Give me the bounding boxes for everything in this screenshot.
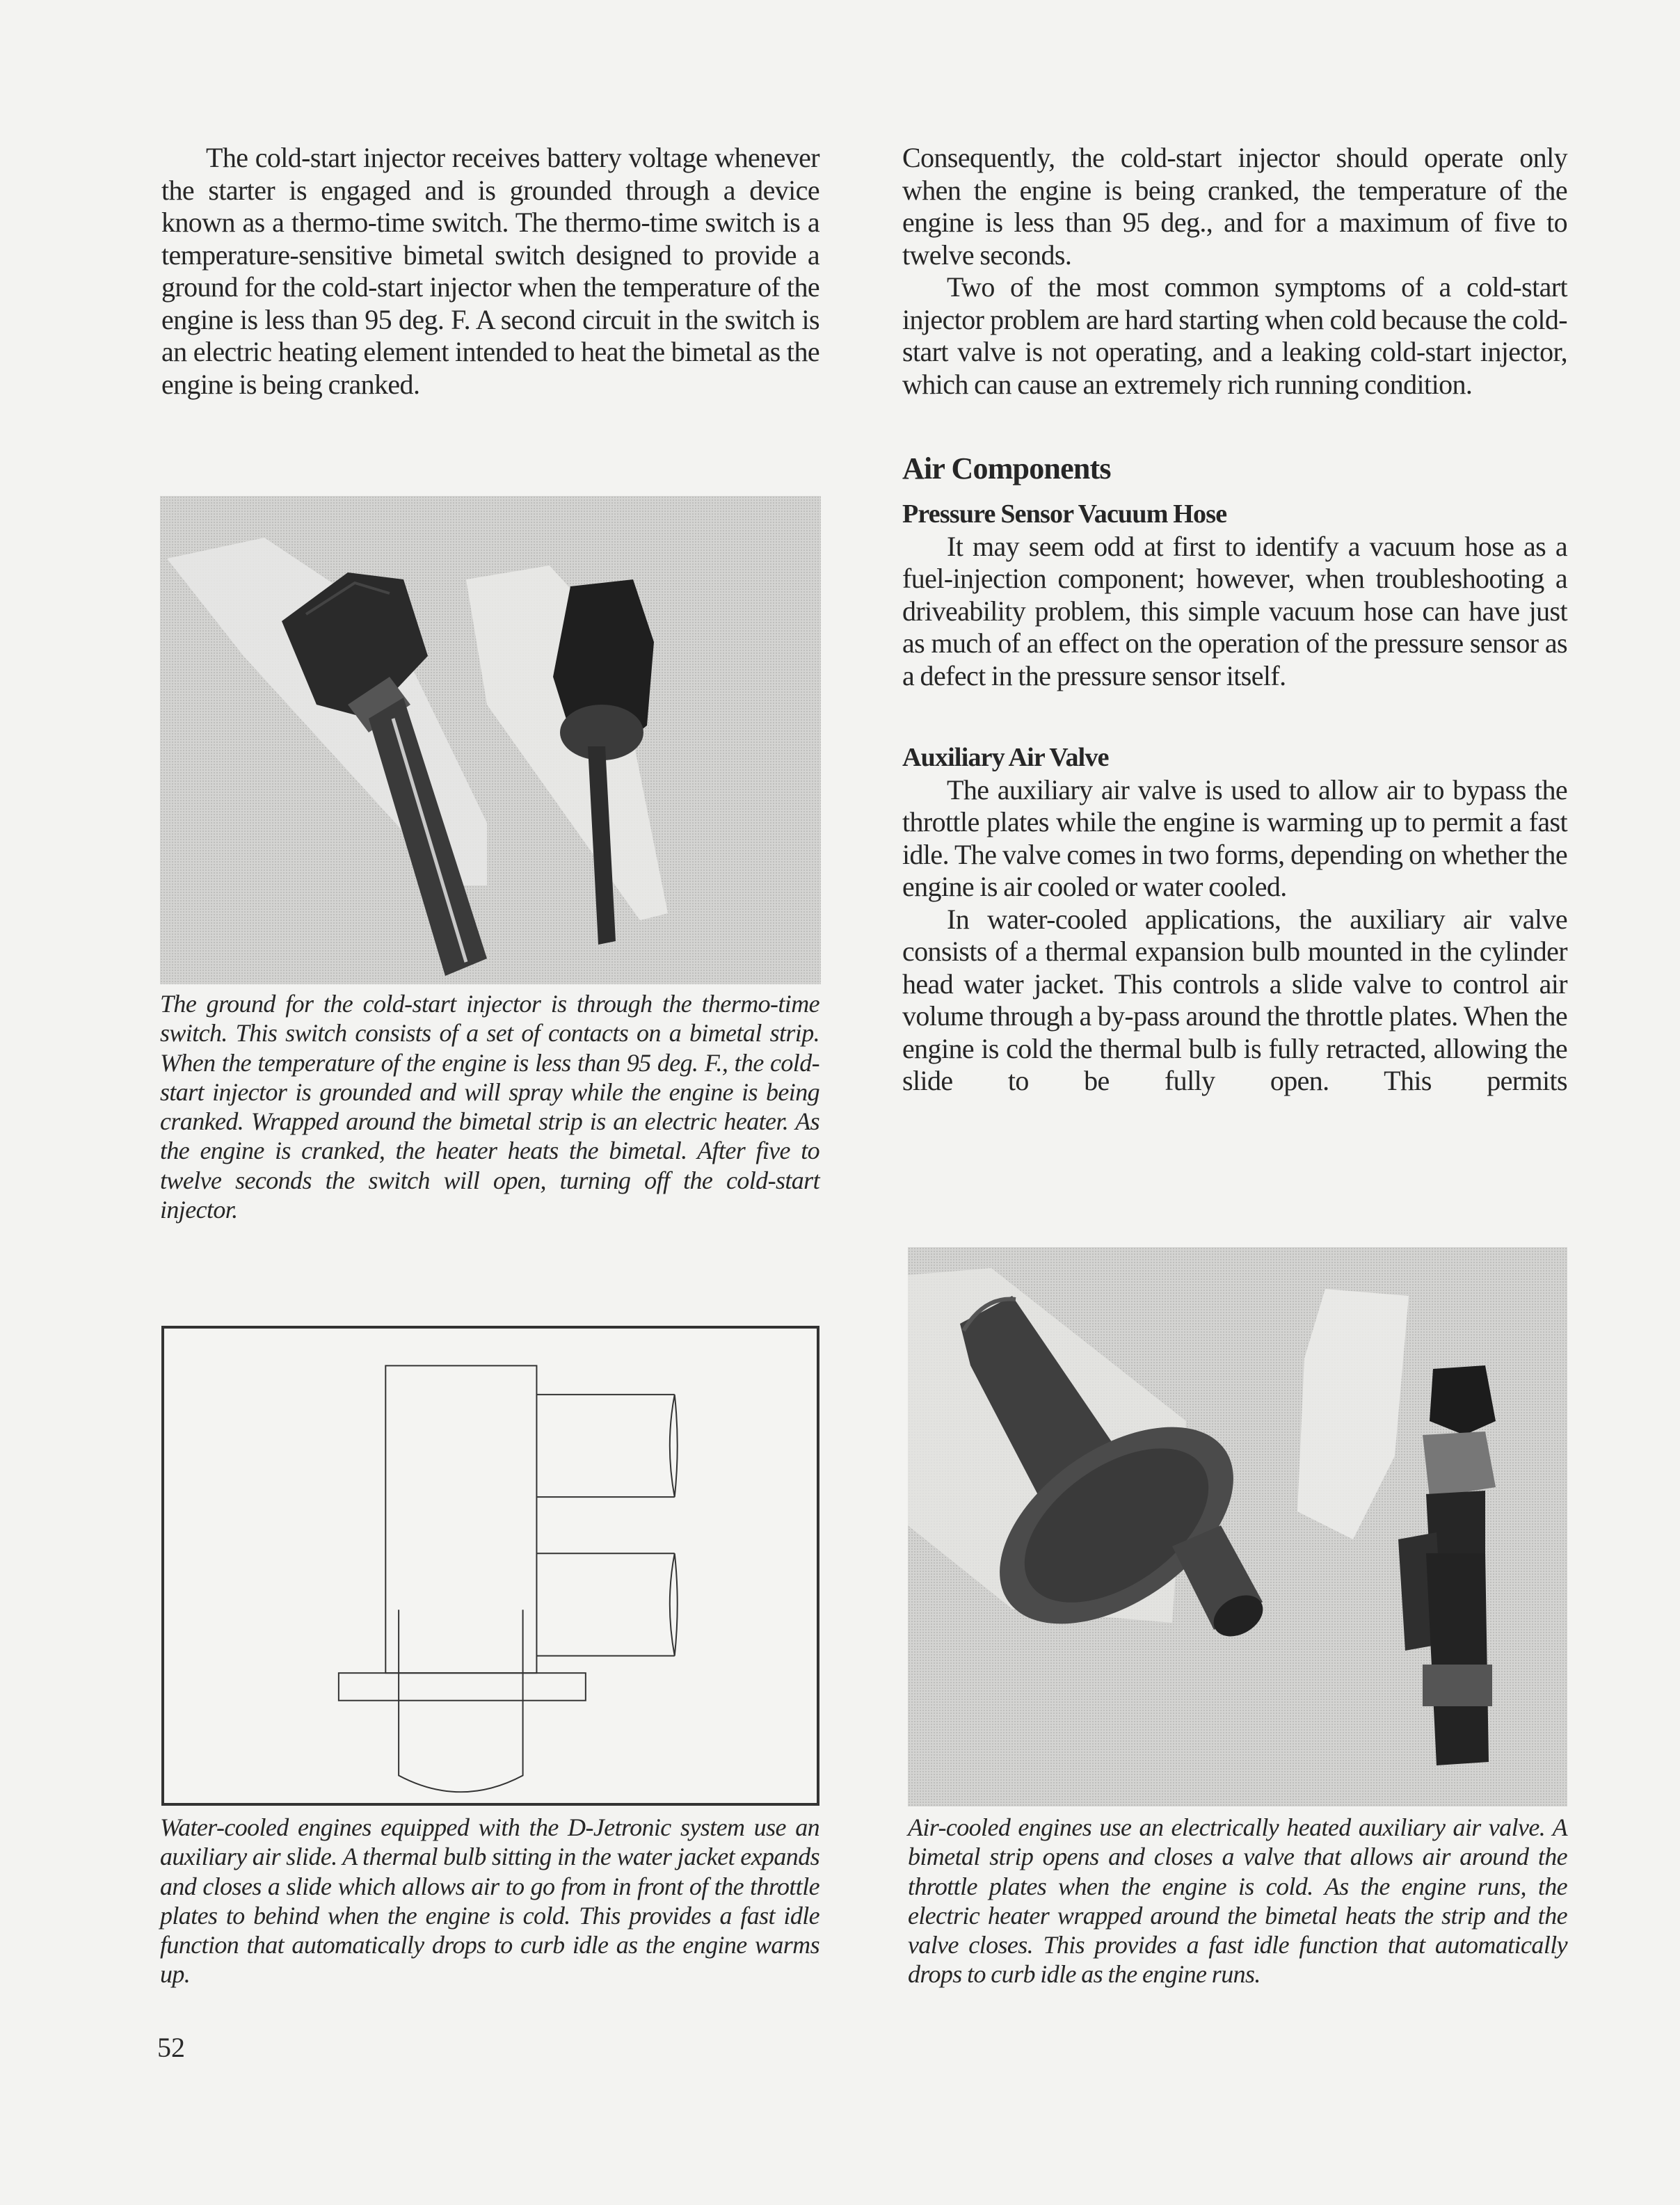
subheading-pressure-sensor-vacuum-hose: Pressure Sensor Vacuum Hose [902,499,1227,529]
air-slide-outline [339,1365,678,1792]
figure1-caption: The ground for the cold-start injector is through the thermo-time switch. This switch consists of a set of contacts on a bimetal strip. When the temperature of the engine is less than 95 deg. F., the cold-start injector is grounded and will spray while the engine is being cranked. Wrapped around the bimetal strip is an electric heater. As the engine is cranked, the heater heats the bimetal. After five to twelve seconds the switch will open, turning off the cold-start injector. [160,990,819,1224]
section-heading-air-components: Air Components [902,451,1111,486]
mounting-flange [339,1673,586,1701]
auxiliary-air-valve-section [902,741,1567,1098]
slide-body [385,1365,536,1673]
page-number: 52 [157,2032,185,2063]
auxiliary-valve-paragraph2: In water-cooled applications, the auxiliary air valve consists of a thermal expansion bulb mounted in the cylinder head water jacket. This controls a slide valve to control air volume through a by-pass around the throttle plates. When the engine is cold the thermal bulb is fully retracted, allowing the slide to be fully open. This permits [902,903,1567,1096]
thermo-time-switch-photo [160,496,821,984]
auxiliary-air-valve-photo [908,1247,1567,1806]
auxiliary-air-slide-diagram [161,1326,819,1806]
figure2-caption: Water-cooled engines equipped with the D-Jetronic system use an auxiliary air slide. A thermal bulb sitting in the water jacket expands and closes a slide which allows air to go from in front of the throttle plates to behind when the engine is cold. This provides a fast idle function that automatically drops to curb idle as the engine warms up. [160,1813,819,1989]
figure3-caption: Air-cooled engines use an electrically heated auxiliary air valve. A bimetal strip opens and closes a valve that allows air around the throttle plates when the engine is cold. As the engine runs, the electric heater wrapped around the bimetal heats the strip and the valve closes. This provides a fast idle function that automatically drops to curb idle as the engine runs. [908,1813,1567,1989]
left-intro-text [161,142,819,401]
consequently-paragraph: Consequently, the cold-start injector should operate only when the engine is being cranked, the temperature of the engine is less than 95 deg., and for a maximum of five to twelve seconds. [902,142,1567,271]
subheading-auxiliary-air-valve: Auxiliary Air Valve [902,743,1109,772]
pressure-sensor-paragraph: It may seem odd at first to identify a vacuum hose as a fuel-injection component; however, when troubleshooting a driveability problem, this simple vacuum hose can have just as much of an effect on the operation of the pressure sensor as a defect in the pressure sensor itself. [902,530,1567,691]
auxiliary-air-valve-illustration [908,1247,1567,1806]
thermo-time-switch-illustration [160,496,821,984]
auxiliary-valve-paragraph1: The auxiliary air valve is used to allow air to bypass the throttle plates while the engine is warming up to permit a fast idle. The valve comes in two forms, depending on whether the engine is air cooled or water cooled. [902,773,1567,902]
right-column-text [902,142,1567,401]
pressure-sensor-section [902,498,1567,692]
intro-paragraph: The cold-start injector receives battery voltage whenever the starter is engaged and is grounded through a device known as a thermo-time switch. The thermo-time switch is a temperature-sensitive bimetal switch designed to provide a ground for the cold-start injector when the temperature of the engine is less than 95 deg. F. A second circuit in the switch is an electric heating element intended to heat the bimetal as the engine is being cranked. [161,142,819,400]
symptoms-paragraph: Two of the most common symptoms of a cold-start injector problem are hard starting when cold because the cold-start valve is not operating, and a leaking cold-start injector, which can cause an extremely rich running condition. [902,271,1567,400]
upper-port [536,1395,674,1497]
lower-port [536,1553,674,1655]
